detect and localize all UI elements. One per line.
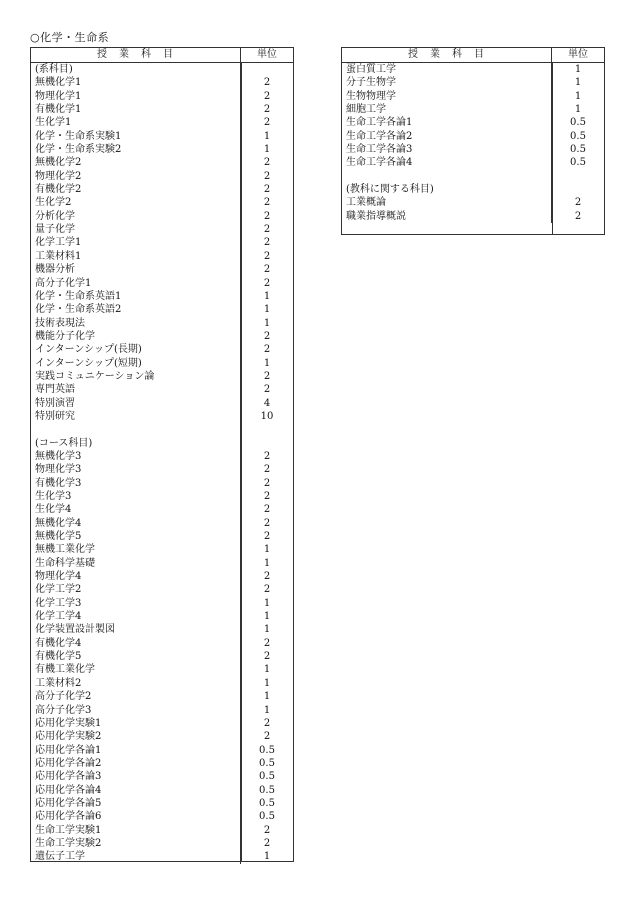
units-cell: 0.5 xyxy=(259,771,275,783)
units-cell: 2 xyxy=(263,237,271,249)
units-cell: 0.5 xyxy=(570,144,586,156)
units-cell: 1 xyxy=(263,624,271,636)
units-cell: 2 xyxy=(263,210,271,222)
units-cell: 1 xyxy=(574,64,582,75)
units-cell: 1 xyxy=(263,144,271,156)
course-name-cell: 応用化学各論4 xyxy=(31,784,241,797)
column-divider xyxy=(552,63,553,234)
course-name-cell: 工業材料1 xyxy=(31,250,241,263)
course-name-cell: 無機化学1 xyxy=(31,76,241,89)
course-name-cell: 化学工学2 xyxy=(31,583,241,596)
table-row xyxy=(31,757,293,770)
course-name-cell: 化学工学1 xyxy=(31,236,241,249)
units-cell: 2 xyxy=(263,477,271,489)
units-cell: 2 xyxy=(263,104,271,116)
table-row xyxy=(31,183,293,196)
units-cell: 0.5 xyxy=(570,130,586,142)
course-table-left xyxy=(30,47,294,862)
column-header-course: 授 業 科 目 xyxy=(31,48,241,62)
course-name-cell: 量子化学 xyxy=(31,223,241,236)
table-row xyxy=(342,156,604,169)
table-row xyxy=(31,637,293,650)
course-name-cell: 有機化学5 xyxy=(31,650,241,663)
units-cell: 0.5 xyxy=(259,811,275,823)
table-row xyxy=(342,76,604,89)
units-cell: 1 xyxy=(263,304,271,316)
column-header-course: 授 業 科 目 xyxy=(342,48,552,62)
table-row xyxy=(31,196,293,209)
table-body xyxy=(342,63,604,223)
course-name-cell: 有機化学3 xyxy=(31,477,241,490)
table-row xyxy=(31,717,293,730)
course-name-cell: 無機化学3 xyxy=(31,450,241,463)
table-row xyxy=(31,543,293,556)
table-row xyxy=(31,317,293,330)
units-cell xyxy=(241,437,293,450)
course-name-cell: (コース科目) xyxy=(31,437,241,450)
table-row xyxy=(342,183,604,196)
course-name-cell: (教科に関する科目) xyxy=(342,183,552,196)
course-name-cell: 技術表現法 xyxy=(31,317,241,330)
units-cell: 2 xyxy=(263,450,271,462)
table-row xyxy=(31,850,293,863)
units-cell: 0.5 xyxy=(570,157,586,169)
table-row xyxy=(31,784,293,797)
course-name-cell: 蛋白質工学 xyxy=(342,63,552,76)
table-row xyxy=(342,170,604,183)
table-row xyxy=(31,90,293,103)
course-name-cell: 専門英語 xyxy=(31,383,241,396)
table-row xyxy=(342,90,604,103)
table-row xyxy=(31,343,293,356)
course-name-cell: 化学・生命系実験2 xyxy=(31,143,241,156)
table-row xyxy=(342,63,604,76)
table-row xyxy=(342,103,604,116)
course-name-cell: 生命工学各論1 xyxy=(342,116,552,129)
course-name-cell: 化学工学3 xyxy=(31,597,241,610)
course-name-cell: 応用化学実験1 xyxy=(31,717,241,730)
units-cell: 2 xyxy=(263,344,271,356)
course-name-cell: 生命工学各論3 xyxy=(342,143,552,156)
course-name-cell: 応用化学各論5 xyxy=(31,797,241,810)
table-row xyxy=(342,143,604,156)
table-row xyxy=(31,410,293,423)
course-name-cell: 無機化学5 xyxy=(31,530,241,543)
course-name-cell: 化学・生命系英語1 xyxy=(31,290,241,303)
course-name-cell: 応用化学各論1 xyxy=(31,744,241,757)
table-row xyxy=(31,303,293,316)
units-cell: 1 xyxy=(263,130,271,142)
units-cell: 0.5 xyxy=(259,744,275,756)
table-row xyxy=(31,143,293,156)
course-name-cell: 無機化学4 xyxy=(31,517,241,530)
units-cell: 2 xyxy=(263,517,271,529)
course-name-cell: 工業概論 xyxy=(342,196,552,209)
units-cell: 0.5 xyxy=(259,757,275,769)
units-cell: 2 xyxy=(574,210,582,222)
course-name-cell xyxy=(31,423,241,436)
units-cell: 2 xyxy=(263,224,271,236)
table-row xyxy=(31,503,293,516)
table-header xyxy=(342,48,604,63)
table-row xyxy=(342,116,604,129)
table-row xyxy=(31,690,293,703)
course-name-cell: 特別演習 xyxy=(31,397,241,410)
table-row xyxy=(31,650,293,663)
course-name-cell: 細胞工学 xyxy=(342,103,552,116)
table-row xyxy=(31,557,293,570)
course-name-cell: 生命科学基礎 xyxy=(31,557,241,570)
units-cell: 2 xyxy=(263,170,271,182)
table-row xyxy=(31,837,293,850)
table-row xyxy=(31,583,293,596)
table-row xyxy=(31,490,293,503)
table-row xyxy=(31,290,293,303)
units-cell: 1 xyxy=(574,104,582,116)
table-row xyxy=(31,463,293,476)
units-cell: 2 xyxy=(263,824,271,836)
units-cell: 1 xyxy=(574,77,582,89)
course-name-cell: 化学・生命系英語2 xyxy=(31,303,241,316)
units-cell: 2 xyxy=(263,370,271,382)
table-row xyxy=(31,704,293,717)
table-body xyxy=(31,63,293,864)
table-row xyxy=(31,623,293,636)
course-name-cell: 物理化学3 xyxy=(31,463,241,476)
table-row xyxy=(31,663,293,676)
course-name-cell: 有機工業化学 xyxy=(31,663,241,676)
units-cell: 0.5 xyxy=(259,797,275,809)
course-name-cell: 特別研究 xyxy=(31,410,241,423)
course-name-cell xyxy=(342,170,552,183)
units-cell: 2 xyxy=(263,531,271,543)
units-cell: 2 xyxy=(263,571,271,583)
course-name-cell: 化学装置設計製図 xyxy=(31,623,241,636)
course-name-cell: 生化学2 xyxy=(31,196,241,209)
table-row xyxy=(31,530,293,543)
table-row xyxy=(31,770,293,783)
units-cell xyxy=(552,170,604,183)
units-cell: 4 xyxy=(263,397,271,409)
course-name-cell: 工業材料2 xyxy=(31,677,241,690)
units-cell: 2 xyxy=(263,264,271,276)
units-cell: 1 xyxy=(263,357,271,369)
table-row xyxy=(31,517,293,530)
units-cell: 2 xyxy=(263,491,271,502)
units-cell: 2 xyxy=(263,504,271,516)
course-name-cell: 分子生物学 xyxy=(342,76,552,89)
table-row xyxy=(31,250,293,263)
course-name-cell: 有機化学2 xyxy=(31,183,241,196)
table-row xyxy=(342,196,604,209)
units-cell: 2 xyxy=(263,77,271,89)
units-cell: 1 xyxy=(263,677,271,689)
table-row xyxy=(31,156,293,169)
course-name-cell: 応用化学各論6 xyxy=(31,810,241,823)
course-name-cell: 生命工学実験2 xyxy=(31,837,241,850)
units-cell: 0.5 xyxy=(570,117,586,129)
units-cell xyxy=(241,423,293,436)
units-cell: 2 xyxy=(263,651,271,663)
column-header-units: 単位 xyxy=(257,49,277,60)
units-cell: 2 xyxy=(263,717,271,729)
table-row xyxy=(31,76,293,89)
course-name-cell: 機器分析 xyxy=(31,263,241,276)
course-name-cell: 生化学1 xyxy=(31,116,241,129)
course-name-cell: 無機化学2 xyxy=(31,156,241,169)
table-row xyxy=(31,824,293,837)
units-cell: 2 xyxy=(263,277,271,289)
table-row xyxy=(31,330,293,343)
course-name-cell: 応用化学各論3 xyxy=(31,770,241,783)
table-row xyxy=(31,744,293,757)
units-cell: 2 xyxy=(574,197,582,209)
course-name-cell: 分析化学 xyxy=(31,210,241,223)
units-cell: 2 xyxy=(263,250,271,262)
units-cell: 2 xyxy=(263,731,271,743)
course-name-cell: 生化学4 xyxy=(31,503,241,516)
units-cell: 1 xyxy=(263,611,271,623)
course-name-cell: 高分子化学3 xyxy=(31,704,241,717)
table-row xyxy=(31,423,293,436)
units-cell: 1 xyxy=(263,597,271,609)
units-cell: 1 xyxy=(263,557,271,569)
table-row xyxy=(31,370,293,383)
table-row xyxy=(31,357,293,370)
table-row xyxy=(31,263,293,276)
course-name-cell: 有機化学1 xyxy=(31,103,241,116)
units-cell xyxy=(241,63,293,76)
table-row xyxy=(31,597,293,610)
course-name-cell: 遺伝子工学 xyxy=(31,850,241,863)
course-name-cell: 高分子化学1 xyxy=(31,277,241,290)
course-name-cell: インターンシップ(長期) xyxy=(31,343,241,356)
course-name-cell: 生物物理学 xyxy=(342,90,552,103)
table-row xyxy=(31,116,293,129)
course-name-cell: (系科目) xyxy=(31,63,241,76)
units-cell: 1 xyxy=(263,664,271,676)
units-cell: 1 xyxy=(263,544,271,556)
course-name-cell: 物理化学2 xyxy=(31,170,241,183)
table-row xyxy=(31,130,293,143)
units-cell xyxy=(552,183,604,196)
table-row xyxy=(31,210,293,223)
course-name-cell: 化学・生命系実験1 xyxy=(31,130,241,143)
units-cell: 1 xyxy=(263,317,271,329)
table-row xyxy=(31,223,293,236)
table-row xyxy=(31,810,293,823)
table-row xyxy=(31,397,293,410)
units-cell: 2 xyxy=(263,184,271,196)
course-name-cell: 高分子化学2 xyxy=(31,690,241,703)
table-row xyxy=(31,383,293,396)
table-row xyxy=(31,677,293,690)
column-divider xyxy=(241,63,242,861)
units-cell: 2 xyxy=(263,584,271,596)
table-row xyxy=(31,570,293,583)
course-name-cell: 機能分子化学 xyxy=(31,330,241,343)
table-row xyxy=(31,450,293,463)
column-header-units: 単位 xyxy=(568,49,588,60)
table-row xyxy=(31,730,293,743)
units-cell: 2 xyxy=(263,384,271,396)
course-name-cell: 生化学3 xyxy=(31,490,241,503)
course-name-cell: 無機工業化学 xyxy=(31,543,241,556)
units-cell: 2 xyxy=(263,157,271,169)
course-name-cell: 有機化学4 xyxy=(31,637,241,650)
table-row xyxy=(31,277,293,290)
units-cell: 2 xyxy=(263,197,271,209)
course-name-cell: 物理化学1 xyxy=(31,90,241,103)
course-name-cell: インターンシップ(短期) xyxy=(31,357,241,370)
units-cell: 2 xyxy=(263,117,271,129)
course-name-cell: 生命工学各論4 xyxy=(342,156,552,169)
course-name-cell: 物理化学4 xyxy=(31,570,241,583)
units-cell: 2 xyxy=(263,330,271,342)
course-name-cell: 生命工学実験1 xyxy=(31,824,241,837)
units-cell: 1 xyxy=(574,90,582,102)
units-cell: 1 xyxy=(263,290,271,302)
units-cell: 0.5 xyxy=(259,784,275,796)
units-cell: 2 xyxy=(263,837,271,849)
table-row xyxy=(342,130,604,143)
course-name-cell: 化学工学4 xyxy=(31,610,241,623)
course-name-cell: 応用化学実験2 xyxy=(31,730,241,743)
table-row xyxy=(31,103,293,116)
units-cell: 1 xyxy=(263,851,271,863)
course-name-cell: 応用化学各論2 xyxy=(31,757,241,770)
table-row xyxy=(31,610,293,623)
units-cell: 2 xyxy=(263,464,271,476)
course-name-cell: 職業指導概説 xyxy=(342,210,552,223)
units-cell: 10 xyxy=(260,410,274,422)
table-row xyxy=(31,236,293,249)
table-row xyxy=(31,477,293,490)
units-cell: 1 xyxy=(263,691,271,703)
table-row xyxy=(342,210,604,223)
table-header xyxy=(31,48,293,63)
course-table-right xyxy=(341,47,605,235)
course-name-cell: 実践コミュニケーション論 xyxy=(31,370,241,383)
table-row xyxy=(31,63,293,76)
units-cell: 2 xyxy=(263,637,271,649)
units-cell: 1 xyxy=(263,704,271,716)
table-row xyxy=(31,797,293,810)
table-row xyxy=(31,437,293,450)
units-cell: 2 xyxy=(263,90,271,102)
course-name-cell: 生命工学各論2 xyxy=(342,130,552,143)
table-row xyxy=(31,170,293,183)
page-title: ○化学・生命系 xyxy=(30,31,110,44)
